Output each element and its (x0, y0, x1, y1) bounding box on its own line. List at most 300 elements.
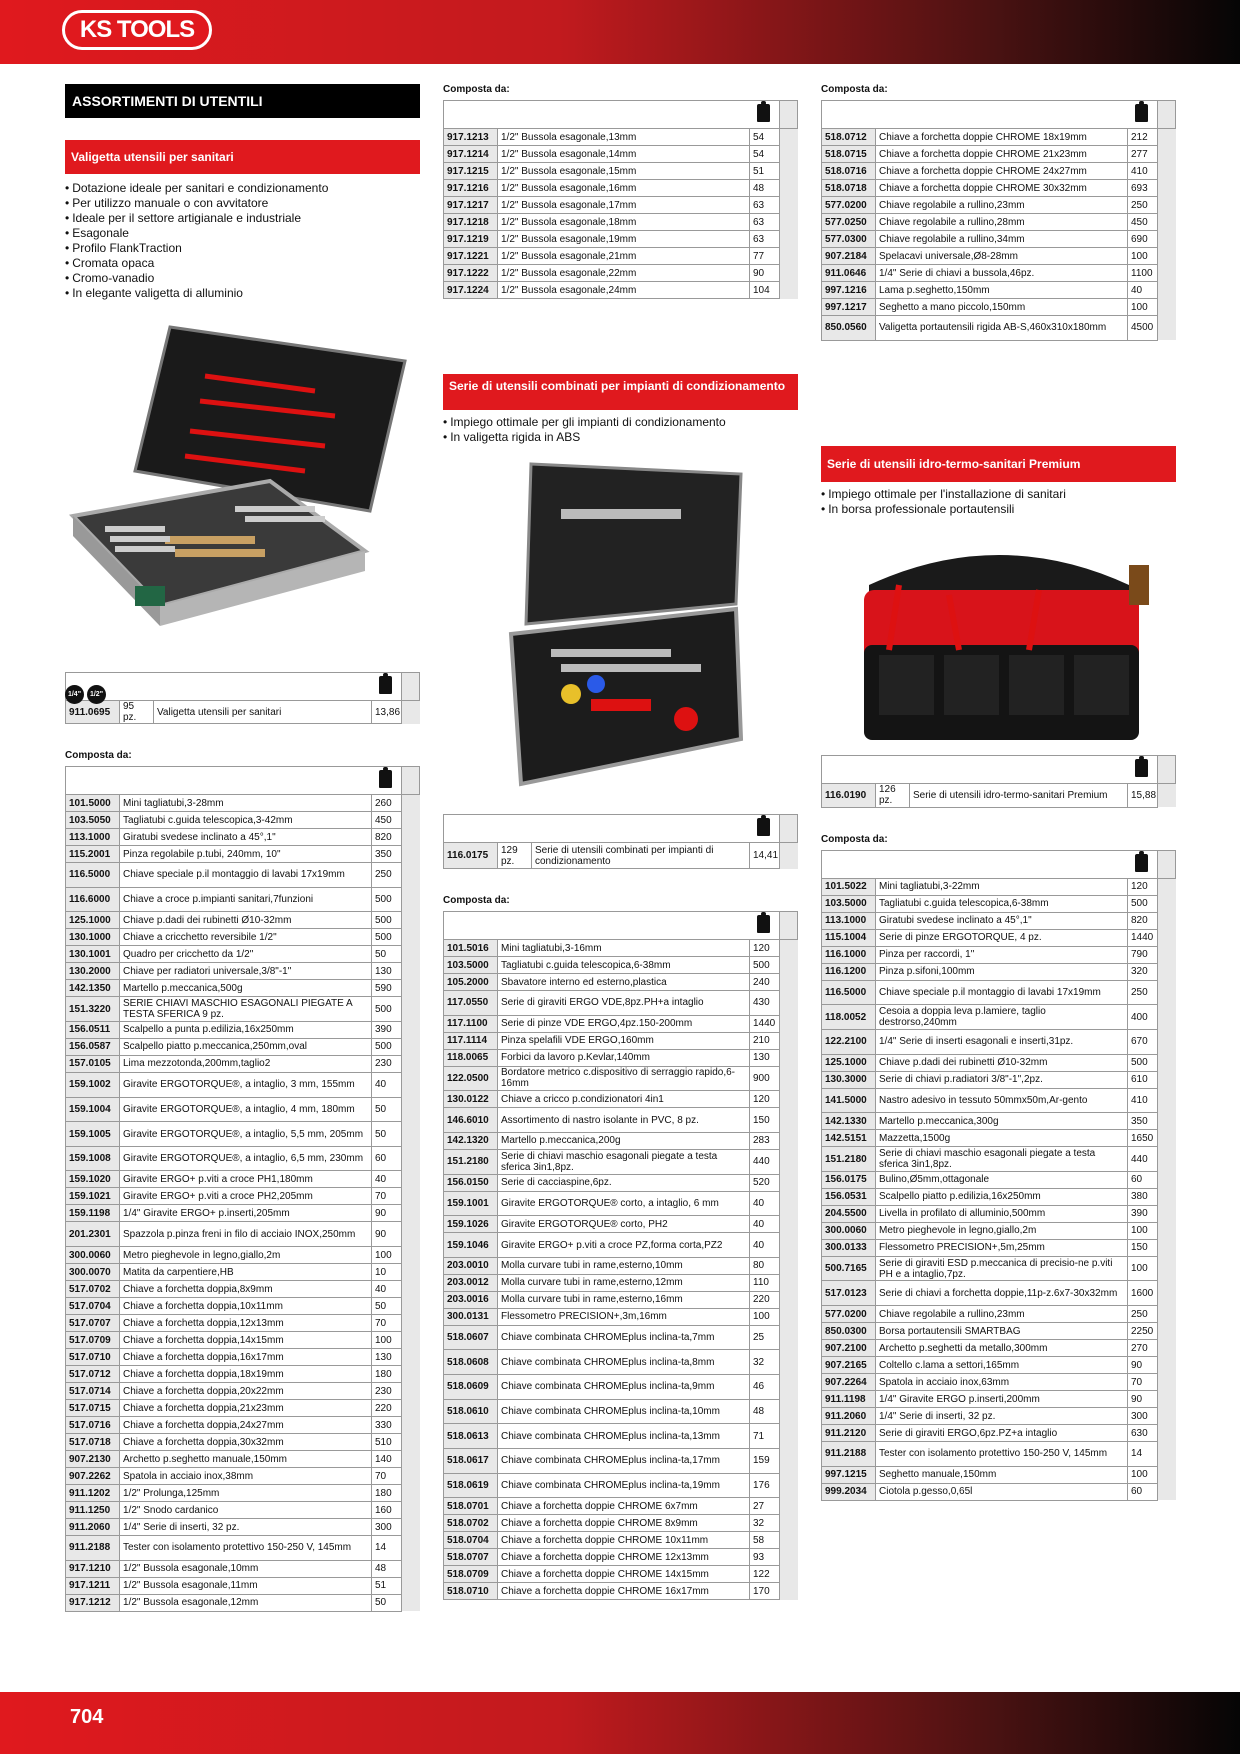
item-description: Chiave a forchetta doppie CHROME 18x19mm (876, 129, 1128, 146)
weight-icon (379, 676, 392, 694)
item-description: Chiave a forchetta doppie CHROME 30x32mm (876, 180, 1128, 197)
item-description: Spelacavi universale,Ø8-28mm (876, 248, 1128, 265)
item-description: Chiave a forchetta doppia,12x13mm (120, 1315, 372, 1332)
item-weight: 630 (1128, 1425, 1158, 1442)
item-code: 577.0200 (822, 1306, 876, 1323)
item-weight: 250 (1128, 980, 1158, 1005)
item-weight: 100 (372, 1332, 402, 1349)
item-code: 911.2060 (822, 1408, 876, 1425)
column-2 (443, 84, 798, 1600)
item-description: 1/2" Bussola esagonale,21mm (498, 248, 750, 265)
item-weight: 820 (372, 829, 402, 846)
item-code: 517.0714 (66, 1383, 120, 1400)
item-description: Matita da carpentiere,HB (120, 1264, 372, 1281)
table-row (66, 1451, 420, 1468)
item-description: Chiave speciale p.il montaggio di lavabi 17x19mm (120, 863, 372, 888)
item-code: 577.0250 (822, 214, 876, 231)
table-row (822, 146, 1176, 163)
item-code: 518.0608 (444, 1350, 498, 1375)
table-row (66, 795, 420, 812)
feature-item: • In elegante valigetta di alluminio (65, 286, 420, 301)
item-description: Tagliatubi c.guida telescopica,6-38mm (498, 957, 750, 974)
item-code: 300.0060 (822, 1222, 876, 1239)
item-code: 203.0016 (444, 1291, 498, 1308)
item-weight: 300 (1128, 1408, 1158, 1425)
feature-item: • Esagonale (65, 226, 420, 241)
item-code: 142.5151 (822, 1130, 876, 1147)
item-description: Quadro per cricchetto da 1/2" (120, 946, 372, 963)
item-code: 103.5050 (66, 812, 120, 829)
item-weight: 500 (372, 912, 402, 929)
table-row (822, 980, 1176, 1005)
table-row (66, 829, 420, 846)
column-1 (65, 84, 420, 1612)
item-code: 300.0131 (444, 1308, 498, 1325)
item-code: 101.5022 (822, 878, 876, 895)
item-description: Chiave combinata CHROMEplus inclina-ta,9mm (498, 1375, 750, 1400)
item-weight: 230 (372, 1383, 402, 1400)
item-description: Molla curvare tubi in rame,esterno,12mm (498, 1274, 750, 1291)
item-weight: 54 (750, 129, 780, 146)
item-code: 850.0300 (822, 1323, 876, 1340)
table-row (822, 1425, 1176, 1442)
item-code: 117.0550 (444, 991, 498, 1016)
item-weight: 50 (372, 1594, 402, 1611)
item-code: 518.0702 (444, 1515, 498, 1532)
feature-list (65, 181, 420, 301)
item-weight: 100 (1128, 1222, 1158, 1239)
product-title: Serie di utensili idro-termo-sanitari Premium (821, 446, 1176, 482)
item-description: Martello p.meccanica,200g (498, 1132, 750, 1149)
item-description: Ciotola p.gesso,0,65l (876, 1483, 1128, 1500)
item-code: 130.1001 (66, 946, 120, 963)
table-row (66, 946, 420, 963)
item-description: 1/4" Giravite ERGO p.inserti,200mm (876, 1391, 1128, 1408)
item-code: 911.2060 (66, 1519, 120, 1536)
product-code: 116.0175 (444, 843, 498, 869)
table-row (822, 895, 1176, 912)
table-row (444, 1424, 798, 1449)
item-code: 142.1330 (822, 1113, 876, 1130)
table-row (444, 1015, 798, 1032)
item-description: Borsa portautensili SMARTBAG (876, 1323, 1128, 1340)
table-row (822, 282, 1176, 299)
table-row (822, 316, 1176, 341)
table-row (822, 180, 1176, 197)
item-description: Chiave p.dadi dei rubinetti Ø10-32mm (120, 912, 372, 929)
table-row (66, 1072, 420, 1097)
item-weight: 40 (750, 1233, 780, 1258)
item-description: Mini tagliatubi,3-22mm (876, 878, 1128, 895)
table-row (822, 1088, 1176, 1113)
table-row (444, 1399, 798, 1424)
item-weight: 250 (1128, 1306, 1158, 1323)
item-description: Chiave combinata CHROMEplus inclina-ta,19mm (498, 1473, 750, 1498)
item-code: 130.1000 (66, 929, 120, 946)
item-description: Pinza spelafili VDE ERGO,160mm (498, 1032, 750, 1049)
item-code: 997.1215 (822, 1466, 876, 1483)
item-description: Giratubi svedese inclinato a 45°,1" (876, 912, 1128, 929)
item-description: Giratubi svedese inclinato a 45°,1" (120, 829, 372, 846)
item-description: Chiave a forchetta doppie CHROME 14x15mm (498, 1566, 750, 1583)
item-weight: 159 (750, 1449, 780, 1474)
item-weight: 390 (372, 1021, 402, 1038)
table-row (444, 1108, 798, 1133)
item-description: Chiave a cricchetto reversibile 1/2" (120, 929, 372, 946)
item-code: 500.7165 (822, 1256, 876, 1281)
item-description: Coltello c.lama a settori,165mm (876, 1357, 1128, 1374)
table-row (822, 929, 1176, 946)
table-row (66, 997, 420, 1022)
table-row (66, 1222, 420, 1247)
item-code: 113.1000 (822, 912, 876, 929)
table-row (444, 1325, 798, 1350)
item-weight: 500 (372, 929, 402, 946)
item-weight: 180 (372, 1366, 402, 1383)
item-description: Martello p.meccanica,300g (876, 1113, 1128, 1130)
item-description: 1/4" Serie di inserti, 32 pz. (876, 1408, 1128, 1425)
item-weight: 40 (372, 1171, 402, 1188)
item-weight: 450 (372, 812, 402, 829)
item-description: Serie di chiavi maschio esagonali piegate a testa sferica 3in1,8pz. (498, 1149, 750, 1174)
item-code: 911.1250 (66, 1502, 120, 1519)
table-row (66, 1146, 420, 1171)
product-name: Serie di utensili combinati per impianti di condizionamento (532, 843, 750, 869)
item-code: 911.2120 (822, 1425, 876, 1442)
item-weight: 390 (1128, 1205, 1158, 1222)
item-weight: 220 (750, 1291, 780, 1308)
item-code: 122.0500 (444, 1066, 498, 1091)
item-weight: 14 (372, 1536, 402, 1561)
item-weight: 70 (372, 1468, 402, 1485)
table-row (444, 1350, 798, 1375)
item-weight: 70 (1128, 1374, 1158, 1391)
item-description: Chiave a forchetta doppie CHROME 12x13mm (498, 1549, 750, 1566)
weight-icon (1135, 104, 1148, 122)
item-description: Nastro adesivo in tessuto 50mmx50m,Ar-gento (876, 1088, 1128, 1113)
product-code: 911.0695 (66, 701, 120, 724)
item-description: Assortimento di nastro isolante in PVC, 8 pz. (498, 1108, 750, 1133)
item-description: Mazzetta,1500g (876, 1130, 1128, 1147)
item-weight: 120 (750, 940, 780, 957)
column-3 (821, 84, 1176, 1501)
product-row[interactable] (822, 783, 1176, 807)
item-code: 116.1200 (822, 963, 876, 980)
item-description: Serie di pinze VDE ERGO,4pz.150-200mm (498, 1015, 750, 1032)
item-code: 518.0704 (444, 1532, 498, 1549)
item-code: 911.1202 (66, 1485, 120, 1502)
item-code: 917.1222 (444, 265, 498, 282)
item-weight: 122 (750, 1566, 780, 1583)
item-weight: 300 (372, 1519, 402, 1536)
feature-item: • Impiego ottimale per l'installazione di sanitari (821, 487, 1176, 502)
item-weight: 440 (750, 1149, 780, 1174)
item-weight: 130 (372, 963, 402, 980)
item-code: 517.0704 (66, 1298, 120, 1315)
item-description: Giravite ERGOTORQUE®, a intaglio, 5,5 mm, 205mm (120, 1122, 372, 1147)
item-description: Chiave a cricco p.condizionatori 4in1 (498, 1091, 750, 1108)
item-code: 130.3000 (822, 1071, 876, 1088)
item-code: 103.5000 (444, 957, 498, 974)
item-code: 518.0712 (822, 129, 876, 146)
table-row (444, 197, 798, 214)
table-row (66, 812, 420, 829)
table-row (822, 1130, 1176, 1147)
table-row (822, 231, 1176, 248)
item-description: Chiave a forchetta doppie CHROME 16x17mm (498, 1583, 750, 1600)
item-description: 1/2" Bussola esagonale,14mm (498, 146, 750, 163)
weight-icon (757, 915, 770, 933)
item-description: 1/2" Snodo cardanico (120, 1502, 372, 1519)
item-code: 116.5000 (66, 863, 120, 888)
item-code: 159.1046 (444, 1233, 498, 1258)
item-code: 917.1213 (444, 129, 498, 146)
table-row (444, 1449, 798, 1474)
table-row (444, 1132, 798, 1149)
table-row (822, 1222, 1176, 1239)
item-code: 115.1004 (822, 929, 876, 946)
ks-tools-logo[interactable] (62, 10, 212, 50)
table-row (444, 1532, 798, 1549)
item-description: Chiave combinata CHROMEplus inclina-ta,13mm (498, 1424, 750, 1449)
item-description: Serie di chiavi p.radiatori 3/8"-1",2pz. (876, 1071, 1128, 1088)
item-code: 917.1216 (444, 180, 498, 197)
table-row (66, 1383, 420, 1400)
item-weight: 250 (372, 863, 402, 888)
item-weight: 32 (750, 1350, 780, 1375)
table-row (822, 214, 1176, 231)
table-row (444, 1549, 798, 1566)
item-code: 518.0617 (444, 1449, 498, 1474)
item-weight: 32 (750, 1515, 780, 1532)
item-weight: 93 (750, 1549, 780, 1566)
product-image-abs-case (443, 449, 798, 804)
item-description: Scalpello piatto p.meccanica,250mm,oval (120, 1038, 372, 1055)
table-row (66, 1097, 420, 1122)
item-code: 518.0701 (444, 1498, 498, 1515)
product-code: 116.0190 (822, 783, 876, 807)
table-row (444, 1257, 798, 1274)
item-code: 917.1224 (444, 282, 498, 299)
item-weight: 500 (372, 1038, 402, 1055)
item-description: Forbici da lavoro p.Kevlar,140mm (498, 1049, 750, 1066)
table-row (66, 1468, 420, 1485)
item-weight: 590 (372, 980, 402, 997)
item-weight: 27 (750, 1498, 780, 1515)
item-description: Metro pieghevole in legno,giallo,2m (876, 1222, 1128, 1239)
item-description: Giravite ERGO+ p.viti a croce PH2,205mm (120, 1188, 372, 1205)
badge-1-2: 1/2" (87, 685, 106, 704)
feature-item: • Cromo-vanadio (65, 271, 420, 286)
table-row (822, 1442, 1176, 1467)
table-row (822, 963, 1176, 980)
item-description: Livella in profilato di alluminio,500mm (876, 1205, 1128, 1222)
item-weight: 150 (750, 1108, 780, 1133)
item-weight: 70 (372, 1315, 402, 1332)
table-row (444, 1032, 798, 1049)
item-description: Serie di chiavi maschio esagonali piegate a testa sferica 3in1,8pz. (876, 1147, 1128, 1172)
table-row (822, 1188, 1176, 1205)
item-description: Giravite ERGO+ p.viti a croce PH1,180mm (120, 1171, 372, 1188)
item-description: Chiave combinata CHROMEplus inclina-ta,7mm (498, 1325, 750, 1350)
product-name: Valigetta utensili per sanitari (154, 701, 372, 724)
item-description: Giravite ERGO+ p.viti a croce PZ,forma corta,PZ2 (498, 1233, 750, 1258)
item-weight: 4500 (1128, 316, 1158, 341)
item-code: 518.0610 (444, 1399, 498, 1424)
item-weight: 180 (372, 1485, 402, 1502)
item-weight: 63 (750, 197, 780, 214)
composta-label: Composta da: (821, 84, 888, 95)
item-weight: 380 (1128, 1188, 1158, 1205)
item-code: 907.2165 (822, 1357, 876, 1374)
item-weight: 430 (750, 991, 780, 1016)
item-description: Molla curvare tubi in rame,esterno,10mm (498, 1257, 750, 1274)
item-description: Chiave a forchetta doppie CHROME 10x11mm (498, 1532, 750, 1549)
components-table (443, 911, 798, 1600)
item-weight: 140 (372, 1451, 402, 1468)
item-description: Serie di pinze ERGOTORQUE, 4 pz. (876, 929, 1128, 946)
item-weight: 80 (750, 1257, 780, 1274)
product-weight: 13,86 (372, 701, 402, 724)
table-row (444, 248, 798, 265)
item-weight: 63 (750, 231, 780, 248)
product-image-tool-case (65, 321, 420, 698)
item-description: Giravite ERGOTORQUE®, a intaglio, 3 mm, 155mm (120, 1072, 372, 1097)
item-code: 159.1021 (66, 1188, 120, 1205)
composta-label: Composta da: (443, 895, 510, 906)
item-description: Seghetto manuale,150mm (876, 1466, 1128, 1483)
item-code: 300.0060 (66, 1247, 120, 1264)
table-row (66, 887, 420, 912)
item-weight: 220 (372, 1400, 402, 1417)
item-code: 518.0619 (444, 1473, 498, 1498)
item-code: 125.1000 (822, 1054, 876, 1071)
section-title: ASSORTIMENTI DI UTENTILI (65, 84, 420, 118)
header-bar (0, 0, 1240, 64)
item-weight: 100 (750, 1308, 780, 1325)
table-row (822, 1239, 1176, 1256)
table-row (444, 1583, 798, 1600)
item-weight: 170 (750, 1583, 780, 1600)
item-weight: 90 (750, 265, 780, 282)
product-table (821, 755, 1176, 808)
item-weight: 40 (372, 1281, 402, 1298)
item-weight: 277 (1128, 146, 1158, 163)
item-description: Tester con isolamento protettivo 150-250 V, 145mm (120, 1536, 372, 1561)
table-row (822, 912, 1176, 929)
table-row (66, 1502, 420, 1519)
item-description: Serie di giraviti ERGO VDE,8pz.PH+a intaglio (498, 991, 750, 1016)
item-weight: 100 (1128, 1256, 1158, 1281)
logo-text: KS TOOLS (79, 16, 195, 43)
item-weight: 500 (372, 887, 402, 912)
item-weight: 176 (750, 1473, 780, 1498)
item-description: Seghetto a mano piccolo,150mm (876, 299, 1128, 316)
item-code: 115.2001 (66, 846, 120, 863)
item-description: Bulino,Ø5mm,ottagonale (876, 1171, 1128, 1188)
item-weight: 60 (1128, 1171, 1158, 1188)
table-row (444, 991, 798, 1016)
item-code: 997.1216 (822, 282, 876, 299)
item-description: Chiave a croce p.impianti sanitari,7funzioni (120, 887, 372, 912)
item-code: 517.0712 (66, 1366, 120, 1383)
item-code: 116.5000 (822, 980, 876, 1005)
item-description: Chiave a forchetta doppia,18x19mm (120, 1366, 372, 1383)
item-weight: 77 (750, 248, 780, 265)
item-description: Chiave p.dadi dei rubinetti Ø10-32mm (876, 1054, 1128, 1071)
item-weight: 610 (1128, 1071, 1158, 1088)
item-weight: 50 (372, 946, 402, 963)
item-code: 517.0702 (66, 1281, 120, 1298)
item-weight: 400 (1128, 1005, 1158, 1030)
item-description: 1/2" Bussola esagonale,11mm (120, 1577, 372, 1594)
item-description: 1/2" Bussola esagonale,12mm (120, 1594, 372, 1611)
table-row (444, 1066, 798, 1091)
item-description: Molla curvare tubi in rame,esterno,16mm (498, 1291, 750, 1308)
item-code: 142.1320 (444, 1132, 498, 1149)
item-description: Sbavatore interno ed esterno,plastica (498, 974, 750, 991)
badge-1-4: 1/4" (65, 685, 84, 704)
table-row (822, 1466, 1176, 1483)
table-row (444, 282, 798, 299)
item-weight: 150 (1128, 1239, 1158, 1256)
table-row (66, 929, 420, 946)
table-row (66, 1122, 420, 1147)
item-weight: 63 (750, 214, 780, 231)
item-weight: 350 (372, 846, 402, 863)
item-weight: 500 (1128, 1054, 1158, 1071)
table-row (444, 1473, 798, 1498)
item-code: 116.6000 (66, 887, 120, 912)
weight-icon (379, 770, 392, 788)
item-weight: 330 (372, 1417, 402, 1434)
item-weight: 90 (372, 1222, 402, 1247)
item-description: Lama p.seghetto,150mm (876, 282, 1128, 299)
item-code: 101.5016 (444, 940, 498, 957)
composta-label: Composta da: (821, 833, 888, 845)
item-weight: 104 (750, 282, 780, 299)
item-description: Martello p.meccanica,500g (120, 980, 372, 997)
table-row (822, 248, 1176, 265)
item-weight: 70 (372, 1188, 402, 1205)
components-table-top (821, 100, 1176, 341)
item-description: Chiave a forchetta doppie CHROME 8x9mm (498, 1515, 750, 1532)
table-row (444, 1274, 798, 1291)
table-row (444, 1566, 798, 1583)
product-row[interactable] (444, 843, 798, 869)
table-row (66, 863, 420, 888)
item-weight: 130 (750, 1049, 780, 1066)
item-description: Metro pieghevole in legno,giallo,2m (120, 1247, 372, 1264)
item-code: 917.1214 (444, 146, 498, 163)
table-row (822, 1113, 1176, 1130)
item-description: Spatola in acciaio inox,38mm (120, 1468, 372, 1485)
item-description: Mini tagliatubi,3-28mm (120, 795, 372, 812)
table-row (822, 1483, 1176, 1500)
item-code: 156.0511 (66, 1021, 120, 1038)
feature-item: • In borsa professionale portautensili (821, 502, 1176, 517)
item-code: 518.0718 (822, 180, 876, 197)
footer-bar (0, 1692, 1240, 1754)
item-code: 300.0133 (822, 1239, 876, 1256)
components-table-top (443, 100, 798, 299)
item-weight: 100 (1128, 299, 1158, 316)
item-weight: 40 (372, 1072, 402, 1097)
item-description: Spazzola p.pinza freni in filo di acciaio INOX,250mm (120, 1222, 372, 1247)
item-code: 917.1219 (444, 231, 498, 248)
item-description: Chiave regolabile a rullino,28mm (876, 214, 1128, 231)
table-row (66, 1577, 420, 1594)
